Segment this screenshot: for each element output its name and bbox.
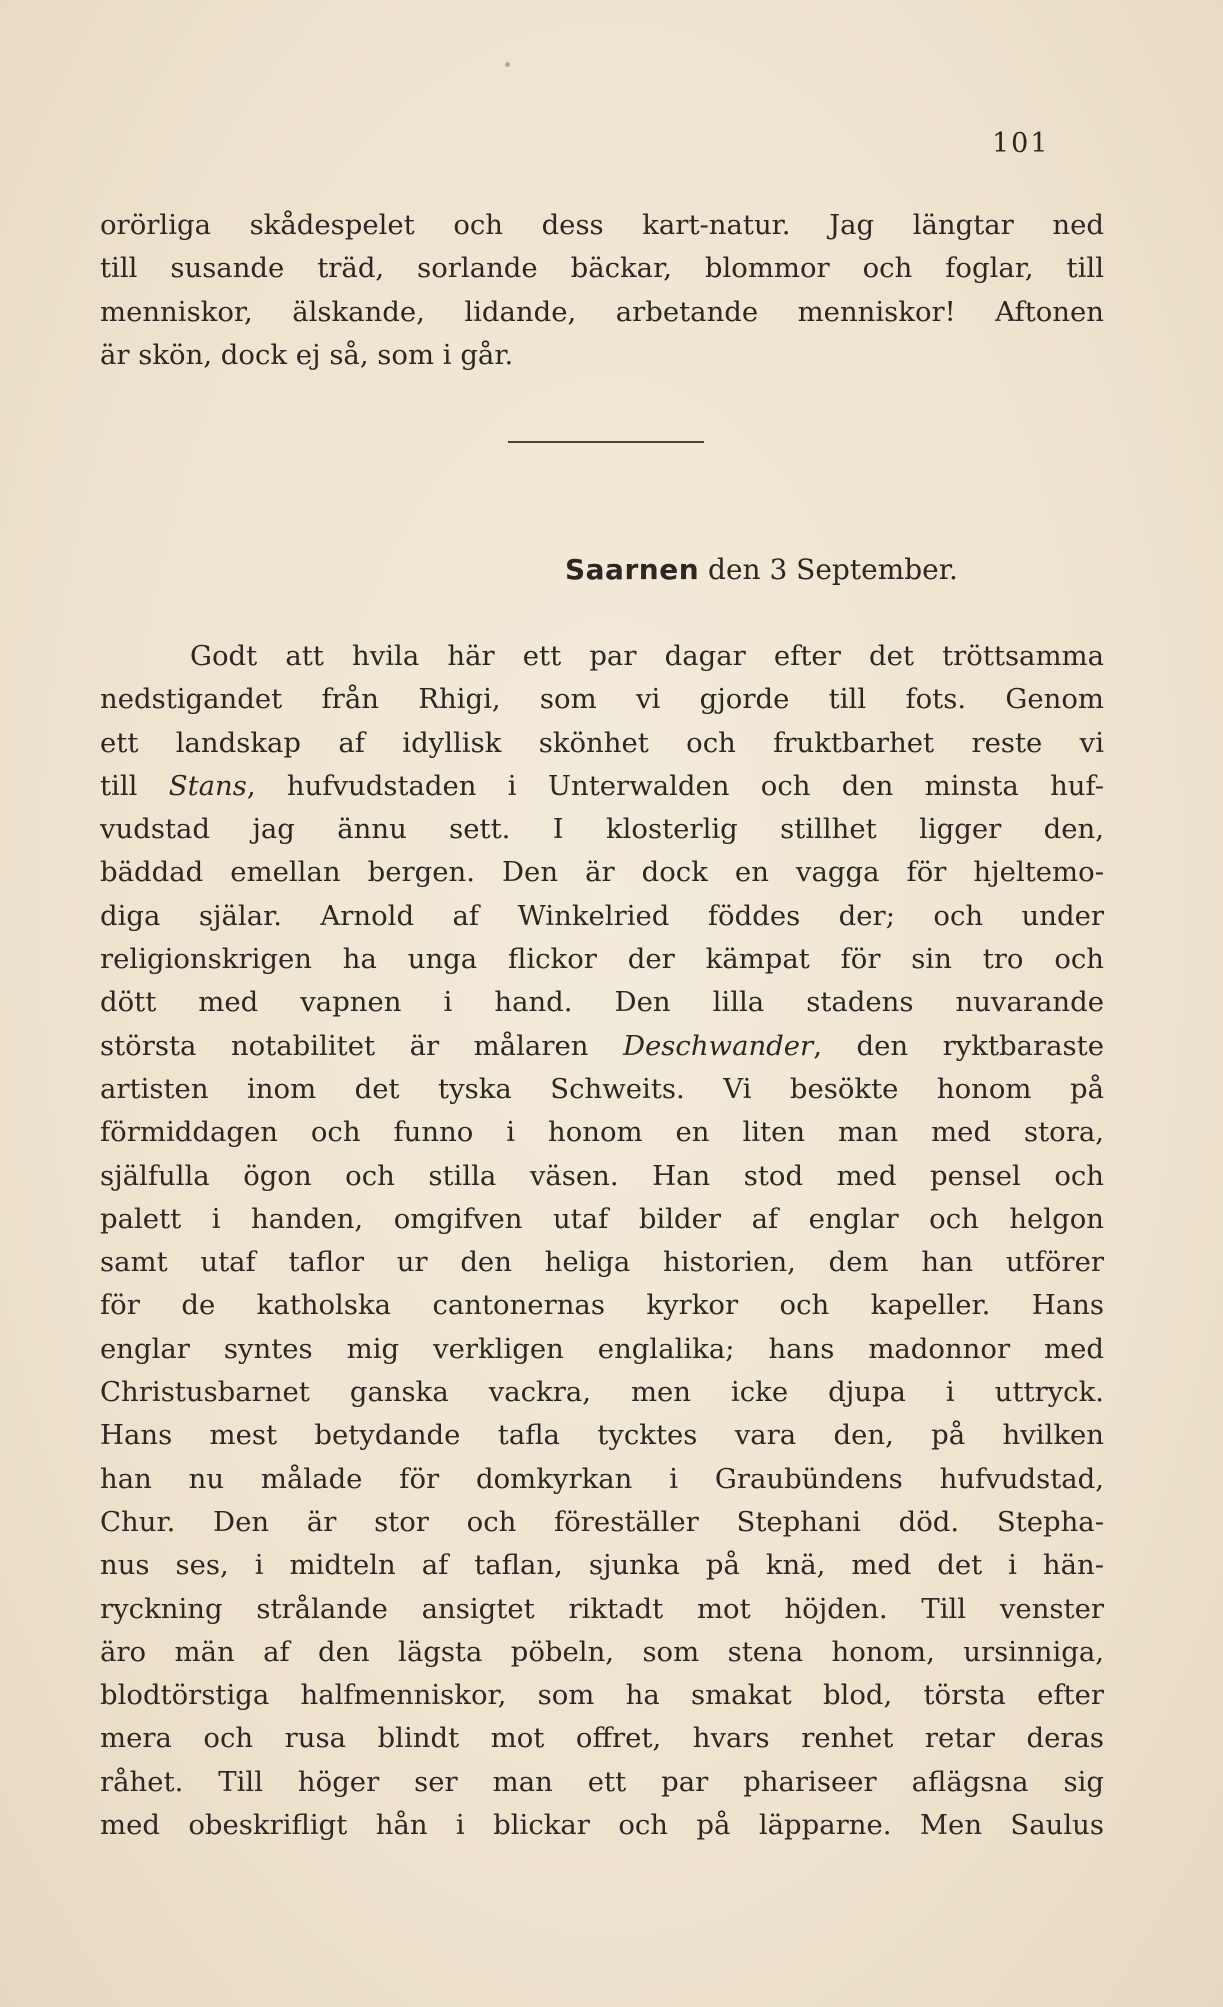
text-line: diga själar. Arnold af Winkelried föddes der; och under: [100, 899, 1104, 932]
text-line: nedstigandet från Rhigi, som vi gjorde till fots. Genom: [100, 683, 1104, 716]
text-line: blodtörstiga halfmenniskor, som ha smakat blod, törsta efter: [100, 1679, 1104, 1712]
text-line: Chur. Den är stor och föreställer Stephani död. Stepha-: [100, 1505, 1104, 1538]
italic-name: Stans: [168, 769, 247, 802]
text-line: religionskrigen ha unga flickor der kämpat för sin tro och: [100, 943, 1104, 976]
text-line: nus ses, i midteln af taflan, sjunka på knä, med det i hän-: [100, 1549, 1104, 1582]
text-line: orörliga skådespelet och dess kart-natur. Jag längtar ned: [100, 209, 1104, 241]
page-number: 101: [992, 128, 1050, 159]
text-line: bäddad emellan bergen. Den är dock en vagga för hjeltemo-: [100, 856, 1104, 889]
text-line: själfulla ögon och stilla väsen. Han stod med pensel och: [100, 1159, 1104, 1192]
main-paragraph: [100, 635, 1104, 1847]
text-line: menniskor, älskande, lidande, arbetande menniskor! Aftonen: [100, 295, 1104, 328]
heading-place: Saarnen: [565, 553, 700, 586]
heading-date: den 3 September.: [699, 553, 958, 586]
text-line: ett landskap af idyllisk skönhet och fruktbarhet reste vi: [100, 726, 1104, 759]
text-line: englar syntes mig verkligen englalika; hans madonnor med: [100, 1332, 1104, 1365]
text-line: med obeskrifligt hån i blickar och på läpparne. Men Saulus: [100, 1809, 1104, 1842]
text-line: till susande träd, sorlande bäckar, blommor och foglar, till: [100, 252, 1104, 285]
section-divider: [508, 441, 704, 443]
text-line: äro män af den lägsta pöbeln, som stena honom, ursinniga,: [100, 1635, 1104, 1668]
text-line: dött med vapnen i hand. Den lilla stadens nuvarande: [100, 986, 1104, 1019]
text-line: Christusbarnet ganska vackra, men icke djupa i uttryck.: [100, 1376, 1104, 1409]
text-line: Godt att hvila här ett par dagar efter det tröttsamma: [190, 640, 1104, 672]
text-line: mera och rusa blindt mot offret, hvars renhet retar deras: [100, 1722, 1104, 1755]
text-line: för de katholska cantonernas kyrkor och kapeller. Hans: [100, 1289, 1104, 1322]
text-line: förmiddagen och funno i honom en liten man med stora,: [100, 1116, 1104, 1149]
text-line: han nu målade för domkyrkan i Graubündens hufvudstad,: [100, 1462, 1104, 1495]
opening-paragraph: [100, 204, 1104, 377]
text-line: Hans mest betydande tafla tycktes vara den, på hvilken: [100, 1419, 1104, 1452]
italic-name: Deschwander: [622, 1029, 814, 1062]
section-heading: [565, 548, 1045, 592]
text-line: största notabilitet är målaren Deschwander, den ryktbaraste: [100, 1029, 1104, 1062]
text-line: råhet. Till höger ser man ett par phariseer aflägsna sig: [100, 1765, 1104, 1798]
text-line: vudstad jag ännu sett. I klosterlig stillhet ligger den,: [100, 813, 1104, 846]
text-line: artisten inom det tyska Schweits. Vi besökte honom på: [100, 1072, 1104, 1105]
text-line: palett i handen, omgifven utaf bilder af englar och helgon: [100, 1202, 1104, 1235]
text-line: till Stans, hufvudstaden i Unterwalden och den minsta huf-: [100, 769, 1104, 802]
text-line: samt utaf taflor ur den heliga historien, dem han utförer: [100, 1246, 1104, 1279]
text-line: ryckning strålande ansigtet riktadt mot höjden. Till venster: [100, 1592, 1104, 1625]
text-line: är skön, dock ej så, som i går.: [100, 338, 514, 371]
paper-speck: [505, 62, 510, 67]
